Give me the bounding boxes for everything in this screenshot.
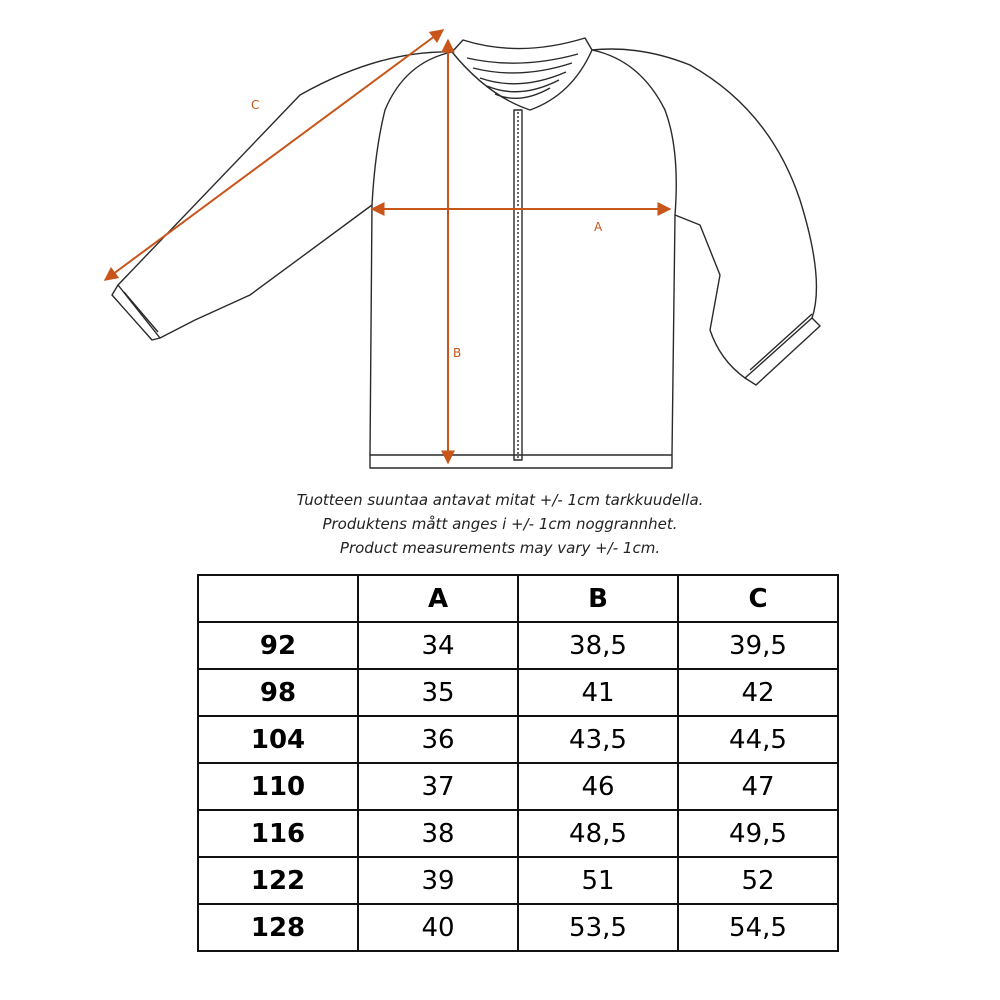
cell-b: 43,5 xyxy=(518,716,678,763)
cell-size: 104 xyxy=(198,716,358,763)
table-row xyxy=(198,669,838,716)
note-swedish: Produktens mått anges i +/- 1cm noggrannhet. xyxy=(322,515,678,533)
table-row xyxy=(198,716,838,763)
jacket-diagram xyxy=(0,0,1000,480)
cell-c: 42 xyxy=(678,669,838,716)
measure-label-b: B xyxy=(453,346,462,360)
note-finnish: Tuotteen suuntaa antavat mitat +/- 1cm tarkkuudella. xyxy=(296,491,704,509)
cell-c: 44,5 xyxy=(678,716,838,763)
cell-b: 38,5 xyxy=(518,622,678,669)
cell-size: 110 xyxy=(198,763,358,810)
table-row xyxy=(198,810,838,857)
table-row xyxy=(198,904,838,951)
cell-size: 122 xyxy=(198,857,358,904)
cell-b: 48,5 xyxy=(518,810,678,857)
cell-b: 53,5 xyxy=(518,904,678,951)
header-size xyxy=(198,575,358,622)
cell-size: 128 xyxy=(198,904,358,951)
measure-label-c: C xyxy=(251,98,260,112)
cell-a: 40 xyxy=(358,904,518,951)
cell-c: 49,5 xyxy=(678,810,838,857)
note-english: Product measurements may vary +/- 1cm. xyxy=(339,539,661,557)
measurement-notes xyxy=(200,488,800,560)
cell-c: 39,5 xyxy=(678,622,838,669)
jacket-outline xyxy=(112,38,820,468)
cell-c: 52 xyxy=(678,857,838,904)
header-a: A xyxy=(358,575,518,622)
cell-a: 35 xyxy=(358,669,518,716)
cell-a: 37 xyxy=(358,763,518,810)
cell-b: 41 xyxy=(518,669,678,716)
table-row xyxy=(198,763,838,810)
cell-b: 46 xyxy=(518,763,678,810)
table-header-row xyxy=(198,575,838,622)
measure-arrow-c xyxy=(105,30,443,280)
cell-a: 38 xyxy=(358,810,518,857)
cell-a: 39 xyxy=(358,857,518,904)
cell-a: 34 xyxy=(358,622,518,669)
cell-c: 47 xyxy=(678,763,838,810)
table-row xyxy=(198,857,838,904)
cell-c: 54,5 xyxy=(678,904,838,951)
cell-size: 92 xyxy=(198,622,358,669)
header-b: B xyxy=(518,575,678,622)
measure-label-a: A xyxy=(594,220,603,234)
cell-b: 51 xyxy=(518,857,678,904)
table-row xyxy=(198,622,838,669)
cell-size: 116 xyxy=(198,810,358,857)
header-c: C xyxy=(678,575,838,622)
cell-size: 98 xyxy=(198,669,358,716)
size-table xyxy=(197,574,839,952)
cell-a: 36 xyxy=(358,716,518,763)
